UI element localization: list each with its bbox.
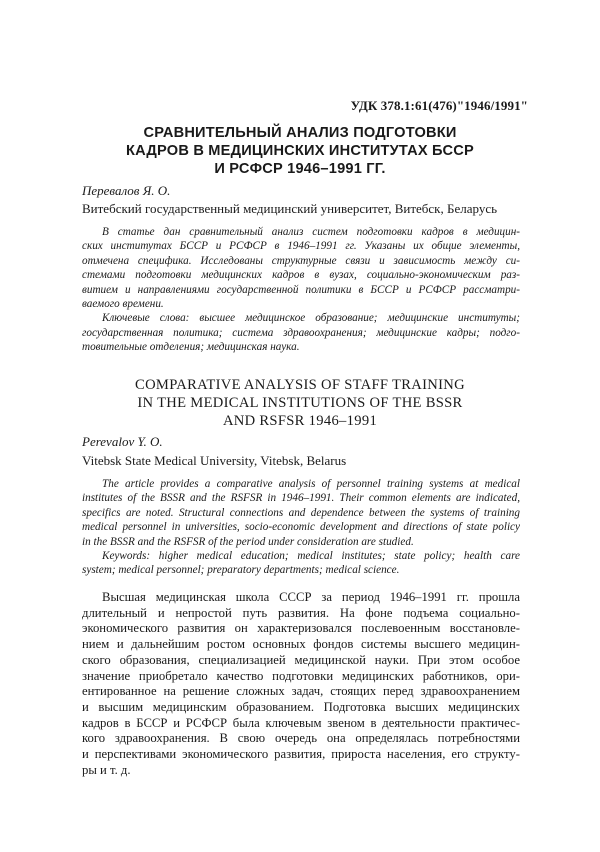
body-line: ского образования, специализацией медицинской науки. При этом особое	[82, 652, 520, 667]
abstract-russian-line: отмечена специфика. Исследованы структурные связи и зависимость между си-	[82, 254, 520, 267]
abstract-russian	[82, 225, 520, 355]
abstract-russian-line: витием и направлениями государственной политики в БССР и РСФСР рассматри-	[82, 283, 520, 296]
title-russian	[80, 124, 520, 178]
keywords-russian-line: Ключевые слова: высшее медицинское образование; медицинские институты;	[102, 312, 520, 325]
body-line: кадров в БССР и РСФСР была ключевым звеном в деятельности практичес-	[82, 715, 520, 730]
abstract-english-line: in the BSSR and the RSFSR of the period under consideration are studied.	[82, 535, 414, 548]
abstract-russian-line: стемами подготовки медицинских кадров в вузах, социально-экономическим раз-	[82, 269, 520, 282]
keywords-english-line: Keywords: higher medical education; medical institutes; state policy; health care	[102, 550, 520, 563]
author-russian: Перевалов Я. О.	[82, 183, 171, 198]
body-line: Высшая медицинская школа СССР за период 1946–1991 гг. прошла	[102, 590, 520, 604]
title-russian-line: КАДРОВ В МЕДИЦИНСКИХ ИНСТИТУТАХ БССР	[126, 143, 474, 159]
author-english: Perevalov Y. O.	[82, 434, 163, 449]
body-line: значение приобретало качество подготовки медицинских работников, ори-	[82, 668, 520, 683]
title-english	[80, 376, 520, 430]
affiliation-english: Vitebsk State Medical University, Vitebsk, Belarus	[82, 453, 347, 468]
abstract-russian-line: ваемого времени.	[82, 298, 164, 311]
abstract-english-line: medical personnel in universities, socio-economic development and directions of state policy	[82, 521, 520, 534]
affiliation-russian: Витебский государственный медицинский университет, Витебск, Беларусь	[82, 201, 498, 216]
abstract-english-line: The article provides a comparative analysis of personnel training systems at medical	[102, 478, 520, 490]
body-line: и высшим медицинским образованием. Подготовка высших медицинских	[82, 699, 520, 714]
title-russian-line: И РСФСР 1946–1991 ГГ.	[214, 161, 386, 177]
body-line: ры и т. д.	[82, 762, 131, 777]
abstract-english-line: institutes of the BSSR and the RSFSR in 1946–1991. Their common elements are indicated,	[82, 492, 520, 505]
keywords-russian-line: товительные отделения; медицинская наука.	[82, 341, 300, 354]
title-english-line: COMPARATIVE ANALYSIS OF STAFF TRAINING	[135, 377, 465, 393]
abstract-english	[82, 477, 520, 578]
body-line: кого здравоохранения. В свою очередь она определялась потребностями	[82, 731, 520, 746]
abstract-russian-line: ских институтах БССР и РСФСР в 1946–1991 гг. Указаны их общие элементы,	[82, 240, 520, 253]
title-russian-line: СРАВНИТЕЛЬНЫЙ АНАЛИЗ ПОДГОТОВКИ	[143, 125, 457, 141]
title-english-line: IN THE MEDICAL INSTITUTIONS OF THE BSSR	[137, 395, 463, 411]
abstract-english-line: specifics are noted. Structural connections and dependence between the systems of training	[82, 506, 520, 519]
title-english-line: AND RSFSR 1946–1991	[222, 413, 378, 429]
body-line: длительный и непростой путь развития. На фоне подъема социально-	[82, 605, 520, 620]
body-line: нием и дальнейшим ростом основных фондов системы высшего медицин-	[82, 637, 520, 652]
body-line: ентированное на решение сложных задач, стоящих перед здравоохранением	[82, 684, 520, 699]
keywords-english-line: system; medical personnel; preparatory departments; medical science.	[82, 564, 400, 577]
body-text	[82, 590, 520, 778]
body-line: экономического развития он характеризовался послевоенным восстановле-	[82, 621, 520, 636]
body-line: и перспективами экономического развития, прироста населения, его структу-	[82, 747, 520, 762]
udc-code: УДК 378.1:61(476)"1946/1991"	[350, 98, 528, 113]
keywords-russian-line: государственная политика; система здравоохранения; медицинские кадры; подго-	[82, 326, 520, 339]
abstract-russian-line: В статье дан сравнительный анализ систем подготовки кадров в медицин-	[102, 226, 520, 238]
